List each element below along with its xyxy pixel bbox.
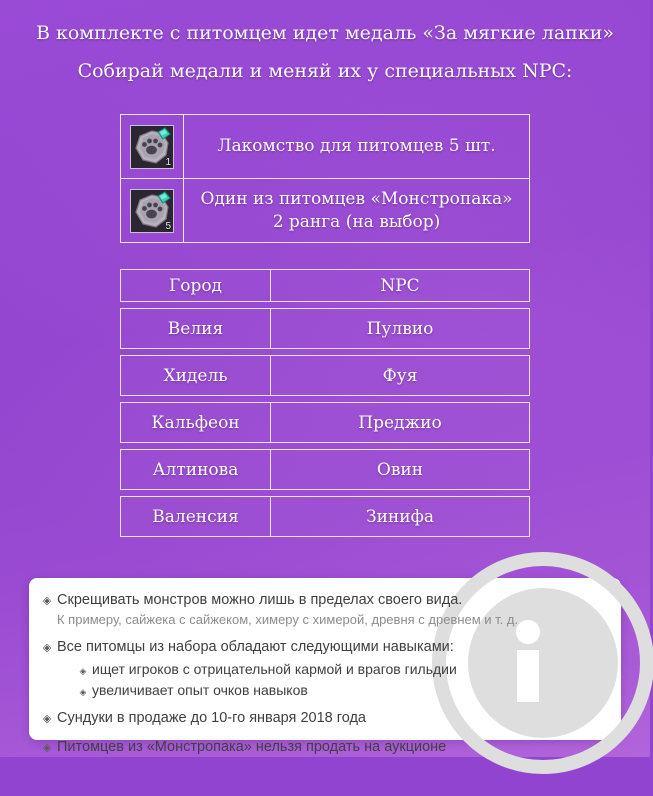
table-row — [120, 308, 530, 349]
notes-panel — [29, 578, 621, 755]
note-text: Сундуки в продаже до 10-го января 2018 года — [57, 710, 366, 726]
column-header-city: Город — [121, 270, 271, 301]
item-count-badge: 5 — [165, 220, 171, 232]
note-text: Все питомцы из набора обладают следующими навыками: — [57, 639, 454, 655]
npc-cell: Фуя — [382, 365, 418, 386]
table-row — [120, 355, 530, 396]
reward-description — [184, 179, 529, 242]
reward-row-treats — [121, 115, 529, 178]
page-header — [0, 14, 650, 90]
reward-text-line: Один из питомцев «Монстропака» — [200, 188, 513, 209]
note-text: Питомцев из «Монстропака» нельзя продать на аукционе — [57, 739, 447, 755]
diamond-bullet-icon: ◈ — [42, 641, 52, 654]
npc-cell: Пулвио — [366, 318, 434, 339]
header-line-1: В комплекте с питомцем идет медаль «За мягкие лапки» — [35, 22, 614, 44]
reward-icon-cell — [121, 115, 184, 178]
city-cell: Велия — [121, 309, 271, 348]
table-row — [120, 402, 530, 443]
reward-text-line: 2 ранга (на выбор) — [272, 211, 441, 232]
diamond-bullet-icon: ◈ — [42, 741, 52, 754]
item-count-badge: 1 — [165, 156, 171, 168]
notes-list — [29, 578, 621, 757]
diamond-bullet-icon: ◈ — [79, 688, 87, 698]
list-item — [37, 709, 621, 728]
item-slot — [130, 125, 174, 169]
note-text: ищет игроков с отрицательной кармой и врагов гильдии — [92, 661, 457, 677]
city-cell: Валенсия — [121, 497, 271, 536]
list-item — [37, 738, 621, 757]
sub-list-item — [74, 681, 621, 699]
diamond-bullet-icon: ◈ — [42, 712, 52, 725]
column-header-npc: NPC — [380, 275, 420, 296]
npc-cell: Овин — [376, 459, 424, 480]
reward-icon-cell — [121, 179, 184, 242]
item-slot — [130, 189, 174, 233]
list-item — [37, 638, 621, 657]
city-cell: Хидель — [121, 356, 271, 395]
npc-cell: Зинифа — [365, 506, 435, 527]
reward-row-pet — [121, 178, 529, 242]
note-subtext: К примеру, сайжека с сайжеком, химеру с химерой, древня с древнем и т. д. — [57, 612, 519, 627]
diamond-bullet-icon: ◈ — [42, 594, 52, 607]
city-cell: Алтинова — [121, 450, 271, 489]
table-row — [120, 449, 530, 490]
sub-list-item — [74, 660, 621, 678]
note-text: Скрещивать монстров можно лишь в пределах своего вида. — [57, 592, 463, 608]
header-line-2: Собирай медали и меняй их у специальных NPC: — [77, 60, 573, 82]
reward-description — [184, 115, 529, 178]
npc-table-header-row — [120, 269, 530, 302]
list-item — [37, 591, 621, 610]
city-cell: Кальфеон — [121, 403, 271, 442]
npc-cell: Преджио — [358, 412, 442, 433]
table-row — [120, 496, 530, 537]
note-text: увеличивает опыт очков навыков — [92, 682, 308, 698]
npc-table — [120, 269, 530, 537]
rewards-table — [120, 114, 530, 243]
reward-text-line: Лакомство для питомцев 5 шт. — [217, 136, 496, 156]
diamond-bullet-icon: ◈ — [79, 667, 87, 677]
